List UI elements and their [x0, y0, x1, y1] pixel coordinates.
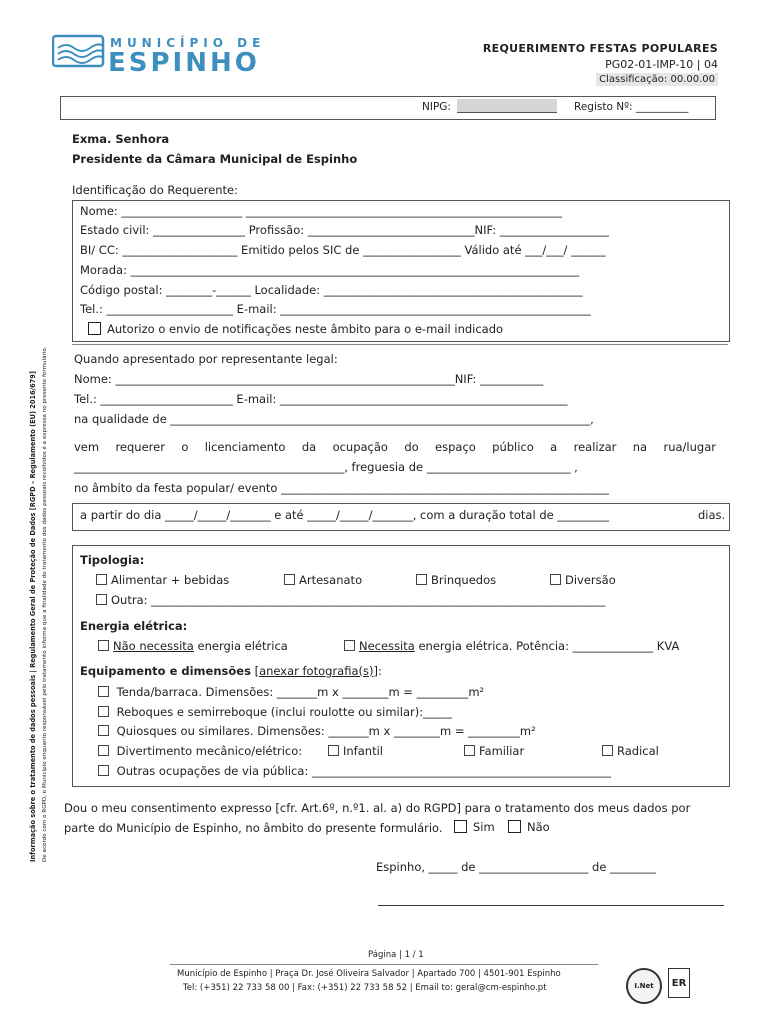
tipologia-option-artesanato[interactable]: Artesanato — [284, 573, 362, 587]
checkbox[interactable] — [96, 594, 107, 605]
requerente-nome-field[interactable]: Nome: _____________________ _______________________________________________________ — [80, 204, 563, 218]
pedido-word: requerer — [115, 440, 165, 454]
pedido-datas-field[interactable]: a partir do dia _____/_____/_______ e até _____/_____/_______, com a duração total de _________ — [80, 508, 610, 522]
autorizo-label: Autorizo o envio de notificações neste âmbito para o e-mail indicado — [107, 322, 504, 336]
checkbox[interactable] — [96, 574, 107, 585]
checkbox[interactable] — [416, 574, 427, 585]
checkbox[interactable] — [284, 574, 295, 585]
footer-contacts: Tel: (+351) 22 733 58 00 | Fax: (+351) 22 733 58 52 | Email to: geral@cm-espinho.pt — [183, 983, 547, 993]
pedido-word: realizar — [573, 440, 617, 454]
logo-text-main: ESPINHO — [108, 48, 260, 78]
equipamento-divertimento[interactable]: Divertimento mecânico/elétrico: — [98, 744, 302, 758]
pedido-word: rua/lugar — [663, 440, 716, 454]
divertimento-familiar[interactable]: Familiar — [464, 744, 524, 758]
pedido-word: na — [632, 440, 648, 454]
data-local-field[interactable]: Espinho, _____ de ___________________ de ________ — [376, 860, 657, 874]
checkbox[interactable] — [98, 745, 109, 756]
autorizo-checkbox-row[interactable] — [88, 322, 503, 336]
address-line-1: Exma. Senhora — [72, 132, 170, 146]
energia-necessita[interactable]: Necessita energia elétrica. Potência: ______________ KVA — [344, 639, 679, 653]
address-line-2: Presidente da Câmara Municipal de Espinho — [72, 152, 358, 166]
consent-nao[interactable]: Não — [508, 820, 550, 834]
signature-line[interactable] — [378, 905, 724, 906]
checkbox[interactable] — [98, 725, 109, 736]
pedido-word: a — [550, 440, 558, 454]
consent-sim[interactable]: Sim — [454, 820, 495, 834]
pedido-word: vem — [74, 440, 100, 454]
pedido-word: público — [492, 440, 534, 454]
pedido-word: espaço — [435, 440, 476, 454]
autorizo-checkbox[interactable] — [88, 322, 101, 335]
registo-label: Registo Nº: __________ — [574, 101, 689, 113]
checkbox[interactable] — [508, 820, 521, 833]
document-classification: Classificação: 00.00.00 — [596, 73, 718, 86]
divertimento-radical[interactable]: Radical — [602, 744, 659, 758]
logo-waves-icon — [52, 34, 106, 70]
logo-text-top: MUNICÍPIO DE — [110, 36, 266, 50]
tipologia-option-brinquedos[interactable]: Brinquedos — [416, 573, 496, 587]
consent-line-1: Dou o meu consentimento expresso [cfr. Art.6º, n.º1. al. a) do RGPD] para o tratamento dos meus dados por — [64, 801, 691, 815]
checkbox[interactable] — [98, 640, 109, 651]
requerente-morada-field[interactable]: Morada: ______________________________________________________________________________ — [80, 263, 580, 277]
document-code: PG02-01-IMP-10 | 04 — [605, 58, 718, 71]
document-title: REQUERIMENTO FESTAS POPULARES — [482, 42, 718, 55]
tipologia-option-diversao[interactable]: Diversão — [550, 573, 616, 587]
checkbox[interactable] — [550, 574, 561, 585]
checkbox[interactable] — [328, 745, 339, 756]
checkbox[interactable] — [464, 745, 475, 756]
requerente-codigo-field[interactable]: Código postal: ________-______ Localidade: _____________________________________________ — [80, 283, 583, 297]
nipg-label: NIPG: — [422, 101, 451, 113]
footer-divider — [170, 964, 598, 965]
representante-nome-field[interactable]: Nome: ___________________________________________________________NIF: ___________ — [74, 372, 544, 386]
equipamento-tenda[interactable]: Tenda/barraca. Dimensões: _______m x ________m = _________m² — [98, 685, 484, 699]
energia-heading: Energia elétrica: — [80, 619, 188, 633]
requerente-estado-field[interactable]: Estado civil: ________________ Profissão: _____________________________NIF: ___________________ — [80, 223, 610, 237]
pedido-ambito-field[interactable]: no âmbito da festa popular/ evento _________________________________________________________ — [74, 481, 609, 495]
checkbox[interactable] — [98, 765, 109, 776]
checkbox[interactable] — [602, 745, 613, 756]
representante-divider — [72, 344, 728, 345]
checkbox[interactable] — [344, 640, 355, 651]
nipg-field[interactable] — [457, 99, 557, 113]
tipologia-option-outra[interactable]: Outra: _______________________________________________________________________________ — [96, 593, 605, 607]
pedido-vem-row — [74, 440, 716, 454]
side-rgpd-note: De acordo com o RGPD, o Município enquanto responsável pelo tratamento informa que a finalidade do tratamento dos dados pessoais recolhidos é a expressa no presente formulário. — [42, 346, 48, 862]
pedido-word: o — [181, 440, 189, 454]
representante-tel-field[interactable]: Tel.: _______________________ E-mail: __________________________________________________ — [74, 392, 568, 406]
pedido-freguesia-field[interactable]: _______________________________________________, freguesia de _________________________ , — [74, 460, 578, 474]
energia-nao-necessita[interactable]: Não necessita energia elétrica — [98, 639, 288, 653]
equipamento-outras[interactable]: Outras ocupações de via pública: ____________________________________________________ — [98, 764, 611, 778]
checkbox[interactable] — [98, 706, 109, 717]
equipamento-heading-row: Equipamento e dimensões [anexar fotografia(s)]: — [80, 664, 382, 678]
requerente-heading: Identificação do Requerente: — [72, 183, 238, 197]
tipologia-heading: Tipologia: — [80, 553, 145, 567]
pedido-word: ocupação — [332, 440, 388, 454]
side-rgpd-title: Informação sobre o tratamento de dados pessoais | Regulamento Geral de Proteção de Dados [RGPD – Regulamento (EU) 2016/679] — [29, 371, 37, 862]
pedido-word: do — [404, 440, 419, 454]
pedido-word: licenciamento — [204, 440, 286, 454]
divertimento-infantil[interactable]: Infantil — [328, 744, 383, 758]
checkbox[interactable] — [98, 686, 109, 697]
page-number: Página | 1 / 1 — [368, 950, 424, 960]
representante-qualidade-field[interactable]: na qualidade de _________________________________________________________________________, — [74, 412, 594, 426]
pedido-dias-label: dias. — [698, 508, 726, 522]
equipamento-reboques[interactable]: Reboques e semirreboque (inclui roulotte ou similar):_____ — [98, 705, 452, 719]
tipologia-option-alimentar[interactable]: Alimentar + bebidas — [96, 573, 229, 587]
er-certification-icon: ER — [668, 968, 690, 998]
equipamento-quiosques[interactable]: Quiosques ou similares. Dimensões: _______m x ________m = _________m² — [98, 724, 536, 738]
consent-line-2: parte do Município de Espinho, no âmbito do presente formulário. — [64, 821, 443, 835]
footer-address: Município de Espinho | Praça Dr. José Oliveira Salvador | Apartado 700 | 4501-901 Espinho — [177, 969, 561, 979]
representante-heading: Quando apresentado por representante legal: — [74, 352, 338, 366]
pedido-word: da — [301, 440, 317, 454]
checkbox[interactable] — [454, 820, 467, 833]
requerente-bi-field[interactable]: BI/ CC: ____________________ Emitido pelos SIC de _________________ Válido até ___/___/ ______ — [80, 243, 606, 257]
inet-seal-icon: I.Net — [626, 968, 662, 1004]
requerente-tel-field[interactable]: Tel.: ______________________ E-mail: ______________________________________________________ — [80, 302, 591, 316]
